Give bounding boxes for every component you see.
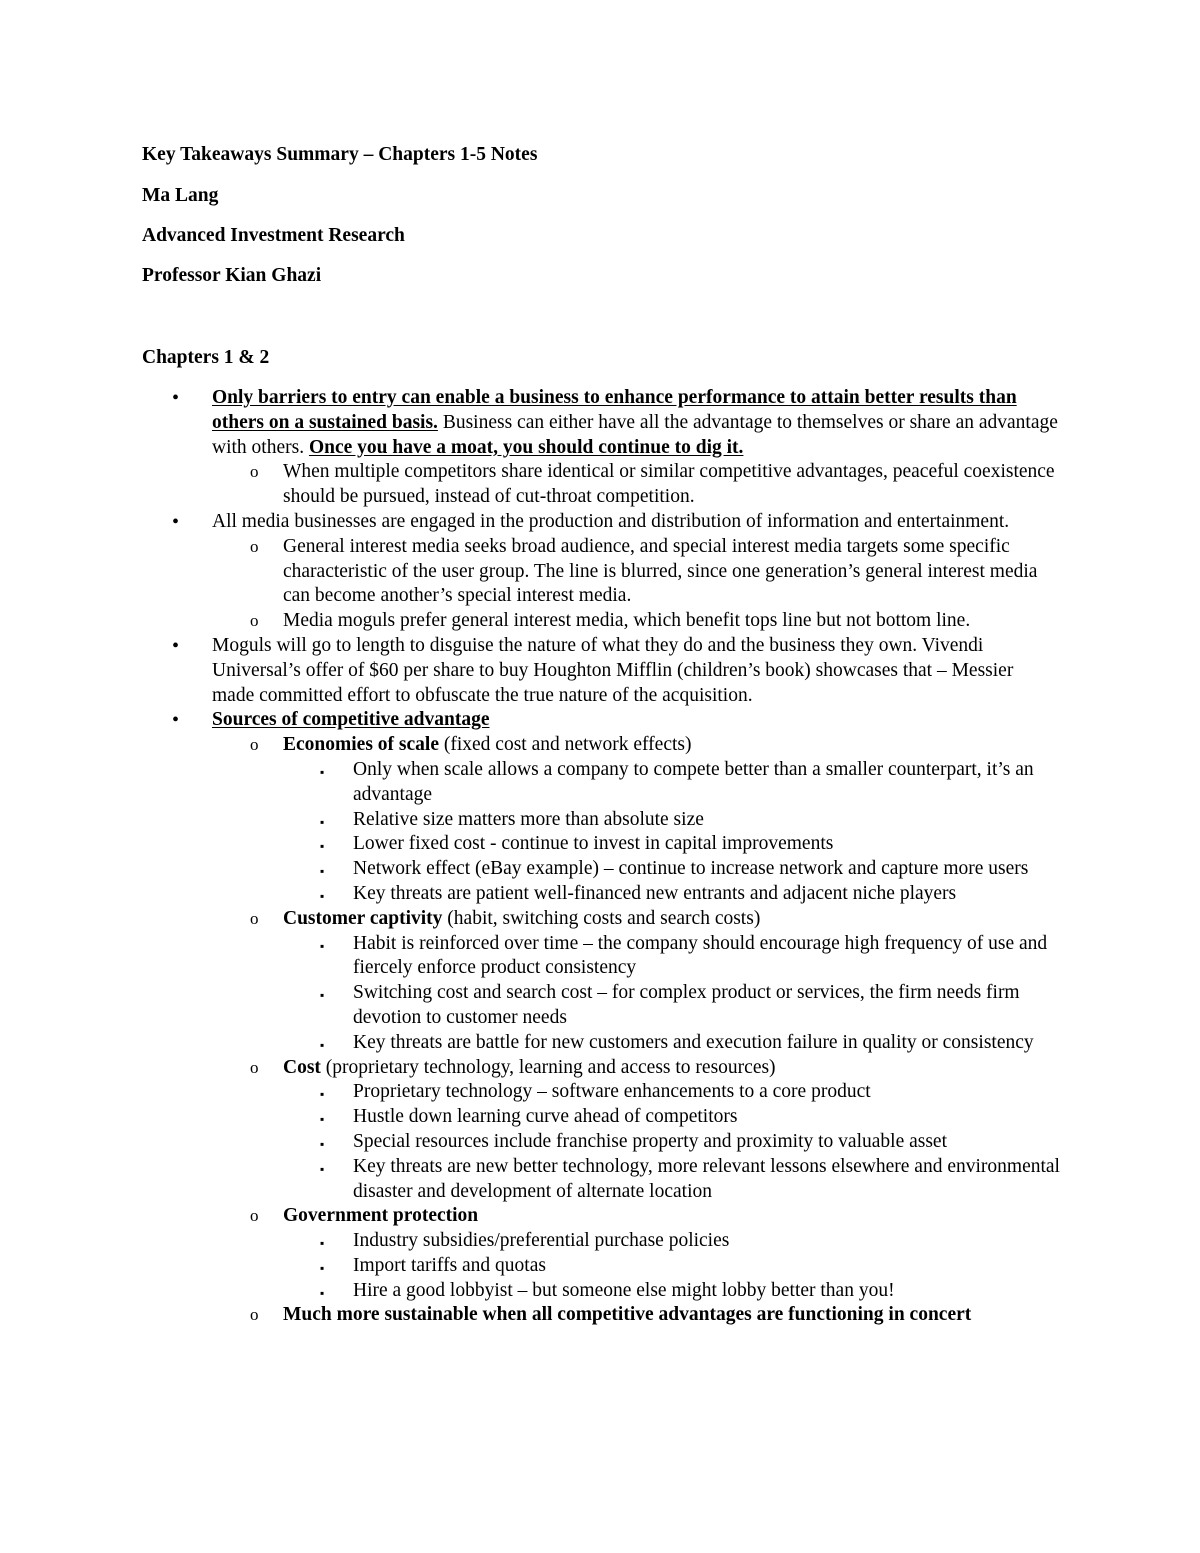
square-marker: ▪ [320,938,325,953]
government-point [0,1254,1060,1279]
circle-marker: o [250,611,259,631]
scale-point [0,882,1060,907]
scale-label: Economies of scale [283,734,439,756]
cost-point-text: Key threats are new better technology, more relevant lessons elsewhere and environmental disaster and development of alternate location [353,1155,1060,1202]
captivity-point-text: Habit is reinforced over time – the company should encourage high frequency of use and fiercely enforce product consistency [353,932,1048,979]
circle-marker: o [250,462,259,482]
square-marker: ▪ [320,988,325,1003]
captivity-desc: (habit, switching costs and search costs) [442,907,761,929]
sub-item-media-moguls [0,609,1060,634]
sub-item-economies-of-scale [0,733,1060,758]
barriers-middle: Business can either have all the advantage to themselves or share an advantage with others. [212,411,1058,458]
scale-point-text: Relative size matters more than absolute size [353,808,704,830]
cost-point [0,1155,1060,1205]
bullet-marker: • [172,387,180,409]
concert-text: Much more sustainable when all competitive advantages are functioning in concert [283,1304,972,1326]
square-marker: ▪ [320,1161,325,1176]
square-marker: ▪ [320,1037,325,1052]
government-point [0,1229,1060,1254]
media-moguls-text: Media moguls prefer general interest media, which benefit tops line but not bottom line. [283,610,971,632]
scale-point [0,808,1060,833]
bullet-marker: • [172,634,180,657]
scale-desc: (fixed cost and network effects) [438,734,692,756]
circle-marker: o [250,1206,259,1226]
bullet-marker: • [172,510,180,533]
sub-item-coexistence [0,460,1060,510]
general-interest-text: General interest media seeks broad audience, and special interest media targets some specific characteristic of the user group. The line is blurred, since one generation’s general interest media can become another’s special interest media. [283,535,1038,607]
scale-point [0,857,1060,882]
government-point [0,1279,1060,1304]
professor-name: Professor Kian Ghazi [142,265,322,286]
media-text: All media businesses are engaged in the production and distribution of information and entertainment. [212,510,1010,532]
square-marker: ▪ [320,864,325,879]
square-marker: ▪ [320,764,325,779]
cost-point [0,1130,1060,1155]
circle-marker: o [250,908,259,928]
square-marker: ▪ [320,888,325,903]
cost-point-text: Proprietary technology – software enhancements to a core product [353,1081,871,1103]
document-title: Key Takeaways Summary – Chapters 1-5 Notes [142,144,538,165]
circle-marker: o [250,1305,259,1325]
cost-label: Cost [283,1056,321,1078]
list-item-sources [0,708,1060,733]
scale-point [0,758,1060,808]
list-item-media [0,510,1060,535]
square-marker: ▪ [320,1260,325,1275]
list-item-moguls [0,634,1060,708]
scale-point-text: Lower fixed cost - continue to invest in capital improvements [353,833,834,855]
circle-marker: o [250,1057,259,1077]
cost-point-text: Hustle down learning curve ahead of competitors [353,1106,738,1128]
scale-point [0,832,1060,857]
square-marker: ▪ [320,1087,325,1102]
section-heading: Chapters 1 & 2 [142,347,270,368]
government-point-text: Hire a good lobbyist – but someone else might lobby better than you! [353,1279,895,1301]
cost-point-text: Special resources include franchise property and proximity to valuable asset [353,1130,948,1152]
barriers-lead: Only barriers to entry can enable a business to enhance performance to attain better results than others on a sustained basis. [212,387,1017,433]
captivity-point-text: Switching cost and search cost – for complex product or services, the firm needs firm devotion to customer needs [353,982,1020,1028]
course-name: Advanced Investment Research [142,225,405,246]
square-marker: ▪ [320,1236,325,1251]
cost-point [0,1105,1060,1130]
coexistence-text: When multiple competitors share identical or similar competitive advantages, peaceful coexistence should be pursued, instead of cut-throat competition. [283,461,1055,508]
circle-marker: o [250,735,259,755]
sub-item-customer-captivity [0,907,1060,932]
sub-item-concert [0,1303,1060,1328]
author-name: Ma Lang [142,185,219,206]
square-marker: ▪ [320,814,325,829]
sub-item-cost [0,1056,1060,1081]
bullet-marker: • [172,709,180,732]
moat-statement: Once you have a moat, you should continue to dig it. [308,436,744,458]
captivity-label: Customer captivity [283,907,443,929]
sub-item-government-protection [0,1204,1060,1229]
cost-point [0,1080,1060,1105]
government-label: Government protection [283,1205,479,1227]
square-marker: ▪ [320,1112,325,1127]
captivity-point [0,981,1060,1031]
square-marker: ▪ [320,1136,325,1151]
square-marker: ▪ [320,839,325,854]
scale-point-text: Key threats are patient well-financed new entrants and adjacent niche players [353,882,957,904]
list-item-barriers [0,386,1060,460]
square-marker: ▪ [320,1285,325,1300]
moguls-text: Moguls will go to length to disguise the nature of what they do and the business they own. Vivendi Universal’s offer of $60 per share to buy Houghton Mifflin (children’s book) showcases that – Messier made committed effort to obfuscate the true nature of the acquisition. [212,634,1014,706]
scale-point-text: Network effect (eBay example) – continue to increase network and capture more users [353,858,1029,880]
circle-marker: o [250,536,259,556]
scale-point-text: Only when scale allows a company to compete better than a smaller counterpart, it’s an advantage [353,758,1034,805]
cost-desc: (proprietary technology, learning and access to resources) [320,1056,776,1078]
government-point-text: Industry subsidies/preferential purchase policies [353,1230,730,1252]
captivity-point [0,932,1060,982]
sources-heading: Sources of competitive advantage [212,709,490,731]
notes-list [0,386,1200,1328]
captivity-point [0,1031,1060,1056]
captivity-point-text: Key threats are battle for new customers and execution failure in quality or consistency [353,1031,1034,1053]
government-point-text: Import tariffs and quotas [353,1254,546,1276]
sub-item-general-interest [0,535,1060,609]
